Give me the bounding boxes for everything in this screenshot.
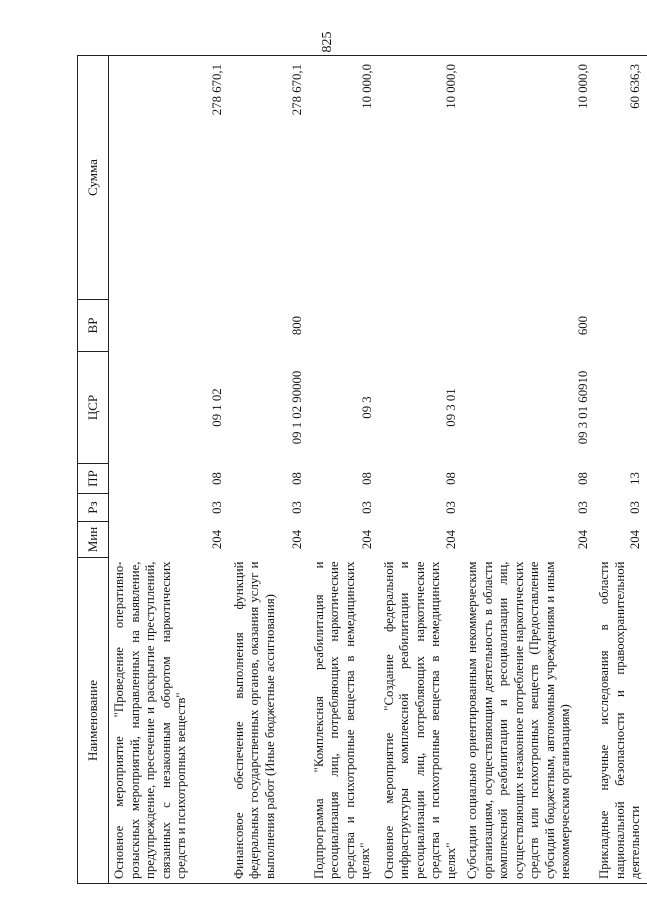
cell-sum: 278 670,1 [109, 56, 229, 300]
table-row [309, 56, 379, 884]
cell-csr: 09 3 01 [443, 388, 458, 427]
cell-rz: 03 [360, 501, 374, 514]
cell-name: Основное мероприятие "Проведение оперативно-розыскных мероприятий, направленных на выявление, предупреждение, пресечение и раскрытие преступлений, связанных с незаконным оборотом наркотических средств и психотропных веществ" [109, 558, 229, 884]
cell-rz: 03 [443, 501, 458, 514]
header-pr: ПР [78, 464, 109, 494]
cell-min: 204 [443, 529, 458, 550]
cell-min: 204 [575, 529, 590, 550]
cell-pr: 08 [575, 472, 590, 485]
cell-pr: 08 [360, 472, 374, 485]
header-vr: ВР [78, 300, 109, 352]
cell-name: Финансовое обеспечение выполнения функций федеральных государственных органов, оказания услуг и выполнения работ (Иные бюджетные ассигнования) [229, 558, 309, 884]
cell-min: 204 [628, 529, 642, 550]
cell-vr [594, 300, 647, 352]
cell-sum: 10 000,0 [309, 56, 379, 300]
cell-vr: 800 [290, 315, 304, 336]
cell-pr: 08 [210, 472, 224, 485]
cell-vr [309, 300, 379, 352]
cell-min: 204 [290, 529, 304, 550]
cell-min: 204 [360, 529, 374, 550]
header-csr: ЦСР [78, 352, 109, 464]
cell-csr: 09 3 [360, 396, 374, 419]
cell-name: Основное мероприятие "Создание федеральной инфраструктуры комплексной реабилитации и ресоциализации лиц, потребляющих наркотические средства и психотропные вещества в немедицинских целях" [379, 558, 463, 884]
cell-sum: 278 670,1 [229, 56, 309, 300]
cell-pr: 08 [443, 472, 458, 485]
cell-vr: 600 [575, 315, 590, 336]
table-row [229, 56, 309, 884]
table-header-row [78, 56, 109, 884]
cell-vr [109, 300, 229, 352]
cell-csr: 09 1 02 [210, 388, 224, 427]
cell-sum: 10 000,0 [379, 56, 463, 300]
cell-rz: 03 [628, 501, 642, 514]
cell-csr [594, 352, 647, 464]
header-name: Наименование [78, 558, 109, 884]
cell-rz: 03 [210, 501, 224, 514]
budget-table [77, 55, 647, 884]
table-row [594, 56, 647, 884]
cell-name: Субсидии социально ориентированным некоммерческим организациям, осуществляющим деятельность в области комплексной реабилитации и ресоциализации лиц, осуществляющих незаконное потребление наркотических средств или психотропных веществ (Предоставление субсидий бюджетным, автономным учреждениям и иным некоммерческим организациям) [462, 558, 594, 884]
cell-pr: 13 [628, 472, 642, 485]
cell-name: Подпрограмма "Комплексная реабилитация и ресоциализация лиц, потребляющих наркотические средства и психотропные вещества в немедицинских целях" [309, 558, 379, 884]
header-sum: Сумма [78, 56, 109, 300]
cell-sum: 10 000,0 [462, 56, 594, 300]
cell-name: Прикладные научные исследования в области национальной безопасности и правоохранительной деятельности [594, 558, 647, 884]
header-rz: Рз [78, 494, 109, 522]
cell-rz: 03 [575, 501, 590, 514]
cell-vr [379, 300, 463, 352]
rotated-page-content [77, 56, 642, 884]
table-row [462, 56, 594, 884]
cell-pr: 08 [290, 472, 304, 485]
cell-min: 204 [210, 529, 224, 550]
cell-csr: 09 3 01 60910 [575, 370, 590, 445]
table-row [109, 56, 229, 884]
table-row [379, 56, 463, 884]
page-number: 825 [320, 31, 335, 53]
cell-sum: 60 636,3 [594, 56, 647, 300]
header-min: Мин [78, 522, 109, 558]
cell-csr: 09 1 02 90000 [290, 370, 304, 445]
cell-rz: 03 [290, 501, 304, 514]
